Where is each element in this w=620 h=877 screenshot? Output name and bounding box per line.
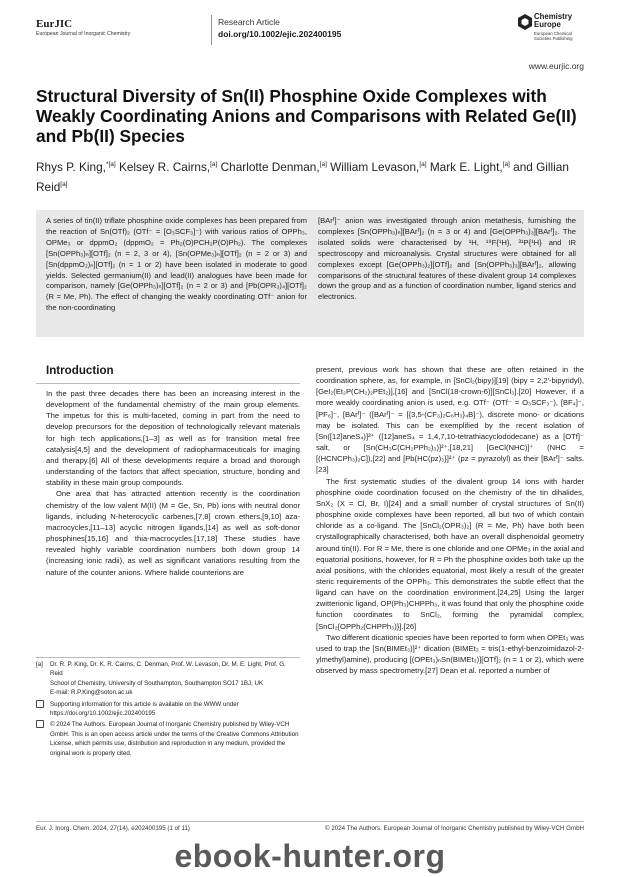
- open-access-icon: [36, 720, 44, 728]
- affiliation-address: School of Chemistry, University of Southampton, Southampton SO17 1BJ, UK: [50, 679, 264, 687]
- footer-copyright: © 2024 The Authors. European Journal of Inorganic Chemistry published by Wiley-VCH GmbH: [325, 825, 584, 832]
- publisher-subtitle: European Chemical Societies Publishing: [534, 31, 573, 41]
- affiliation-email[interactable]: E-mail: R.P.King@soton.ac.uk: [50, 689, 133, 697]
- footnote-divider: [36, 657, 300, 658]
- author-list: Rhys P. King,$^{*[a]}$ Kelsey R. Cairns,[a] Charlotte Denman,[a] William Levason,[a] Mark E. Light,[a] and Gillian Reid[a]: [36, 159, 569, 194]
- paragraph: In the past three decades there has been an increasing interest in the development of the fundamental chemistry of the main group elements. The impetus for this is multi-faceted, coming in part from the need to develop precursors for the deposition of technologically relevant materials for high tech applications,[1–3] as well as for transition metal free catalysis[4,5] and the development of radiopharmaceuticals for imaging and therapy.[6] All of these developments require a broad and thorough understanding of the factors that affect speciation, structure, bonding and stability in these main group compounds.: [46, 389, 300, 488]
- section-divider: [36, 383, 300, 384]
- body-left-column: [46, 388, 300, 578]
- publisher-name: Chemistry Europe: [534, 12, 573, 29]
- journal-branding: [36, 18, 130, 37]
- journal-abbreviation: EurJIC: [36, 18, 73, 30]
- page-header: [36, 12, 584, 52]
- paragraph: The first systematic studies of the divalent group 14 ions with harder phosphine oxide coordination focused on the chemistry of the tin dihalides, SnX₂ (X = Cl, Br, I)[24] and a small number of crystal structures of Sn(II) phosphine oxide complexes have been reported, all but two of which contain chloride as a co-ligand. The [SnCl₂(OPR₃)₂] (R = Me, Ph) have both been crystallographically characterised, both have an overall disphenoidal geometry around tin(II). For R = Me, there is one chloride and one OPMe₃ in the axial and equatorial positions, however, for R = Ph the phosphine oxides both take up the axial positions, with the chlorides equatorial, most likely a result of the greater steric requirements of the OPPh₃. This demonstrates the subtle effect that the ligand can have on the coordination environment.[24,25] Using the larger zwitterionic ligand, OP(Ph₃)CHPPh₃, it was found that only the phosphine oxide function coordinates to SnCl₂, forming the pyramidal complex, [SnCl₂{OPPh₂(CHPPh₃)}].[26]: [316, 476, 584, 631]
- abstract: [36, 210, 584, 337]
- supporting-info-icon: [36, 700, 44, 708]
- article-doi[interactable]: doi.org/10.1002/ejic.202400195: [218, 29, 342, 39]
- journal-full-name: European Journal of Inorganic Chemistry: [36, 31, 131, 37]
- paragraph: Two different dicationic species have been reported to form when OPEt₃ was used to trap the [Sn(BIMEt₃)]²⁺ dication (BIMEt₃ = tris(1-ethyl-benzoimidazol-2-ylmethyl)amine), producing [(OPEt₃)ₙSn(BIMEt₃)][OTf]₂ (n = 1 or 2), which were observed by mass spectrometry.[27] Dean et al. reported a number of: [316, 632, 584, 676]
- license-footnote: © 2024 The Authors. European Journal of Inorganic Chemistry published by Wiley-VCH GmbH. This is an open access article under the terms of the Creative Commons Attribution License, which permits use, distribution and reproduction in any medium, provided the original work is properly cited.: [36, 720, 300, 758]
- supporting-info-footnote: Supporting information for this article is available on the WWW under https://doi.org/10.1002/ejic.202400195: [36, 700, 300, 719]
- abstract-right-column: [BArᶠ]⁻ anion was investigated through anion metathesis, furnishing the complexes [Sn(OPPh₃)ₙ][BArᶠ]₂ (n = 3 or 4) and [Ge(OPPh₃)₃][BArᶠ]₂. The isolated solids were characterised by ¹H, ¹⁹F{¹H}, ³¹P{¹H} and IR spectroscopy and microanalysis. Crystal structures were obtained for all complexes except [Ge(OPPh₃)₂][OTf]₂ and [Sn(OPPh₃)₃][BArᶠ]₂, allowing comparisons of the structural features of these divalent group 14 complexes down the group and as a function of coordination number, ligand sterics and electronics.: [318, 216, 576, 302]
- article-type: Research Article: [218, 17, 280, 27]
- affiliation-names: Dr. R. P. King, Dr. K. R. Cairns, C. Denman, Prof. W. Levason, Dr. M. E. Light, Prof. G. Reid: [50, 661, 286, 678]
- body-right-column: [316, 364, 584, 676]
- paragraph: present, previous work has shown that these are often retained in the coordination sphere, as, for example, in [SnCl₂(bipy)][19] (bipy = 2,2′-bipyridyl), [GeI₂(Et₂P(CH₂)₂PEt₂)],[16] and [SnCl(18-crown-6)][SnCl₃].[20] However, if a more weakly coordinating anion is used, e.g. OTf⁻ (OTf⁻ = O₃SCF₃⁻), [BF₄]⁻, [PF₆]⁻, [BArᶠ]⁻ ([BArᶠ]⁻ = [{3,5-(CF₃)₂C₆H₃}₄B]⁻), discrete mono- or dications may be isolated. This can be exemplified by the recent isolation of [Sn([12]aneS₄)]²⁺ ([12]aneS₄ = 1,4,7,10-tetrathiacyclododecane) as a [OTf]⁻ salt, or [Sn(CH₃C(CH₂PPh₂)₃)]²⁺,[18,21] [GeCl(NHC)]⁺ (NHC = [(HCNCPh₃)₂C]),[22] and [Pb{HC(pz)₃}]²⁺ (pz = pyrazolyl) as their [BArᶠ]⁻ salts.[23]: [316, 365, 584, 475]
- header-divider: [211, 15, 212, 45]
- introduction-heading: Introduction: [46, 364, 114, 377]
- journal-url[interactable]: www.eurjic.org: [528, 61, 584, 71]
- article-title: Structural Diversity of Sn(II) Phosphine Oxide Complexes with Weakly Coordinating Anions and Comparisons with Related Ge(II) and Pb(II) Species: [36, 86, 577, 146]
- footer-citation: Eur. J. Inorg. Chem. 2024, 27(14), e202400195 (1 of 11): [36, 825, 190, 832]
- watermark: ebook-hunter.org: [174, 838, 446, 874]
- article-info: [218, 17, 341, 39]
- paragraph: One area that has attracted attention recently is the coordination chemistry of the low valent M(II) (M = Ge, Sn, Pb) ions with neutral donor ligands, including N-heterocyclic carbenes,[7,8] crown ethers,[9,10] aza-macrocycles,[11–13] acyclic nitrogen ligands,[14] as well as soft-donor phosphines[15,16] and thia-macrocycles.[17,18] These studies have revealed highly variable coordination numbers both down group 14 (increasing ionic radii), as well as significant variations resulting from the nature of the counter anions. Where halide counterions are: [46, 489, 300, 577]
- affiliation-footnote: [a] Dr. R. P. King, Dr. K. R. Cairns, C. Denman, Prof. W. Levason, Dr. M. E. Light, Prof. G. Reid School of Chemistry, University of Southampton, Southampton SO17 1BJ, UK E-mail: R.P.King@soton.ac.uk: [36, 660, 300, 698]
- footer-divider: [36, 821, 584, 822]
- abstract-left-column: A series of tin(II) triflate phosphine oxide complexes has been prepared from the reaction of Sn(OTf)₂ (OTf⁻ = [O₃SCF₃]⁻) with various ratios of OPPh₃, OPMe₃ or dppmO₂ (dppmO₂ = Ph₂(O)PCH₂P(O)Ph₂). The complexes [Sn(OPPh₃)ₙ][OTf]₂ (n = 2, 3 or 4), [Sn(OPMe₃)ₙ][OTf]₂ (n = 2 or 3) and [Sn(dppmO₂)ₙ][OTf]₂ (n = 1 or 2) have been isolated in moderate to good yields. Selected germanium(II) and lead(II) analogues have been made for comparison, namely [Ge(OPPh₃)ₙ][OTf]₂ (n = 2 or 3) and [Pb(OPR₃)₄][OTf]₂ (R = Me, Ph). The effect of changing the weakly coordinating OTf⁻ anion for the non-coordinating: [46, 216, 307, 313]
- footnotes: [36, 660, 300, 758]
- chemistry-europe-logo-icon: [518, 14, 532, 30]
